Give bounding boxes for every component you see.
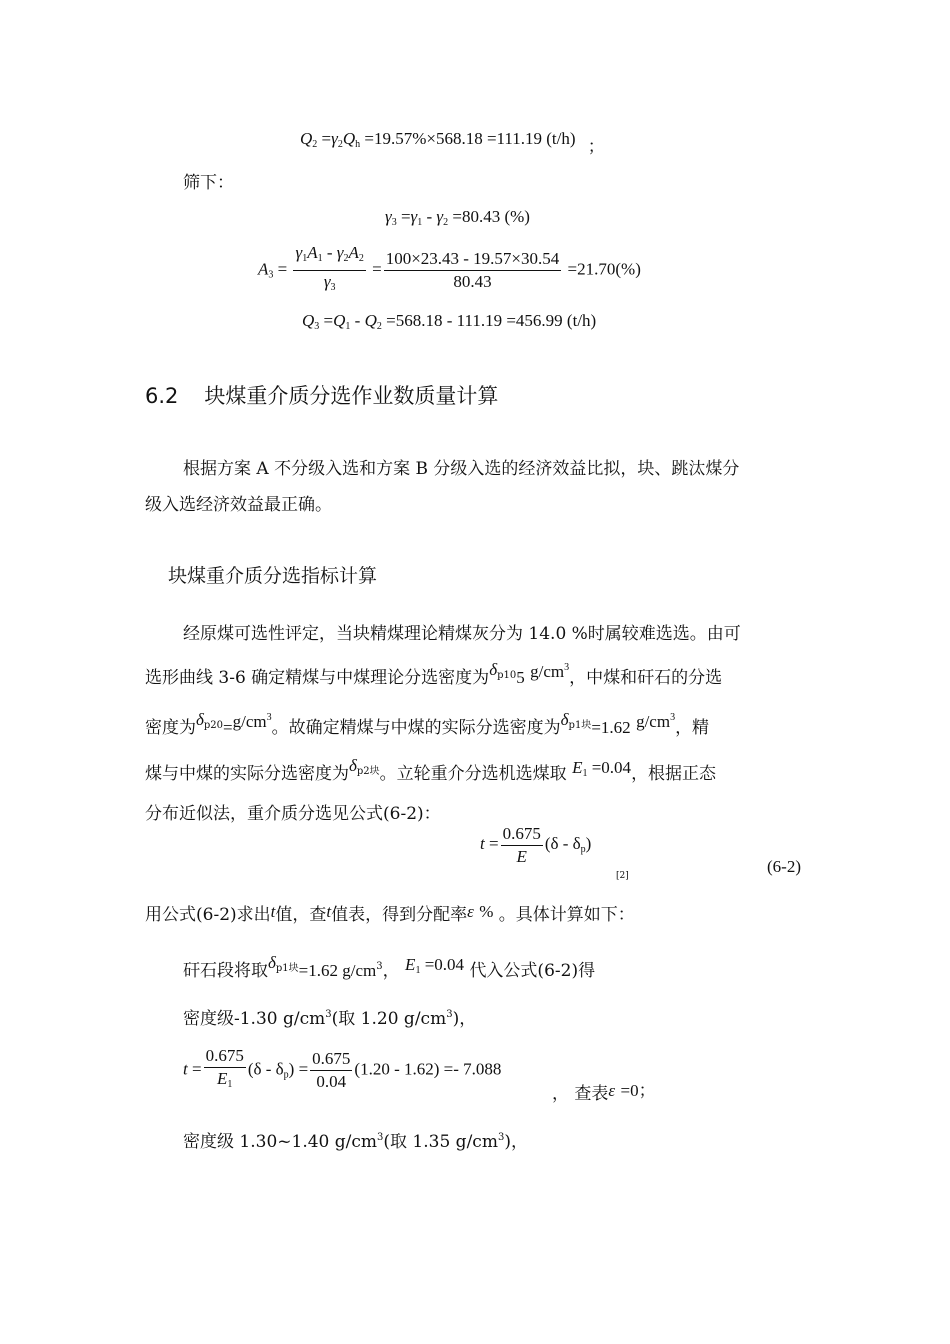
equation-t-calculation: t = $\frac{0.675}{E_1}$ $(\delta - \delta_p)$ = $\frac{0.675}{0.04}$ (1.20 - 1.62) =- 7.088 xyxy=(183,1046,501,1097)
fraction-6-2: $\frac{0.675}{E}$ xyxy=(502,823,541,866)
density-level-1: 密度级-1.30 $g/cm^3$(取 1.20 $g/cm^3$)， xyxy=(183,1009,477,1029)
equation-6-2: t = $\frac{0.675}{E}$ $(\delta - \delta_p)$ xyxy=(480,823,592,866)
equation-q3: $Q_3 =Q_1 - Q_2 =568.18 - 111.19 =456.99$ (t/h) xyxy=(302,311,597,332)
section-number: 6.2 xyxy=(145,384,179,408)
equation-a3: $A_3$ = $\frac{\gamma_1A_1 - \gamma_2A_2}{\gamma_3}$ = $\frac{100\times 23.43 - 19.57\times 30.54}{80.43}$ =21.70(%) xyxy=(258,243,641,298)
step-gangue-section: 矸石段将取$\delta^{p1块}=1.62$ $g/cm^3$， $E_1 =0.04$ 代入公式(6-2)得 xyxy=(183,953,596,981)
section-heading xyxy=(145,380,498,410)
equation-gamma3: $\gamma_3 =\gamma_1 - \gamma_2 =80.43$ (%) xyxy=(385,207,530,228)
fraction-a3-numeric: $\frac{100\times 23.43 - 19.57\times 30.54}{80.43}$ xyxy=(385,249,560,291)
sieve-under-label: 筛下： xyxy=(183,173,234,193)
lookup-epsilon: ， 查表ε =0； xyxy=(552,1081,656,1104)
subsection-heading: 块煤重介质分选指标计算 xyxy=(168,565,378,587)
equation-q2: $Q_2 =\gamma_2Q_h =19.57\%\times 568.18 =111.19$ (t/h) ； xyxy=(300,129,605,156)
section-title: 块煤重介质分选作业数质量计算 xyxy=(204,384,499,408)
equation-label-6-2: (6-2) xyxy=(767,857,801,876)
paragraph-separation-density: 经原煤可选性评定，当块精煤理论精煤灰分为 14.0 %时属较难选选。由可 选形曲线 3-6 确定精煤与中煤理论分选密度为$\delta^{p10}5$ $g/cm^3$，中煤和矸石的分选 密度为$\delta^{p20}=g/cm^3$。故确定精煤与中煤的实际分选密度为$\delta^{p1块}=1.62$ $g/cm^3$，精 煤与中煤的实际分选密度为$\delta^{p2块}$。立轮重介分选机选煤取 $E_1 =0.04$，根据正态 分布近似法，重介质分选见公式(6-2)： xyxy=(145,624,741,824)
fraction-numeric: $\frac{0.675}{0.04}$ xyxy=(312,1049,351,1091)
fraction-symbolic: $\frac{0.675}{E_1}$ xyxy=(205,1046,244,1090)
paragraph-compute-t: 用公式(6-2)求出t值，查t值表，得到分配率ε % 。具体计算如下： xyxy=(145,902,635,925)
density-level-2: 密度级 1.30~1.40 $g/cm^3$(取 1.35 $g/cm^3$)， xyxy=(183,1132,528,1152)
paragraph-scheme-comparison: 根据方案 A 不分级入选和方案 B 分级入选的经济效益比拟，块、跳汰煤分 级入选经济效益最正确。 xyxy=(145,459,740,515)
fraction-a3-symbolic: $\frac{\gamma_1A_1 - \gamma_2A_2}{\gamma_3}$ xyxy=(295,243,364,293)
reference-marker: [2] xyxy=(616,871,629,881)
